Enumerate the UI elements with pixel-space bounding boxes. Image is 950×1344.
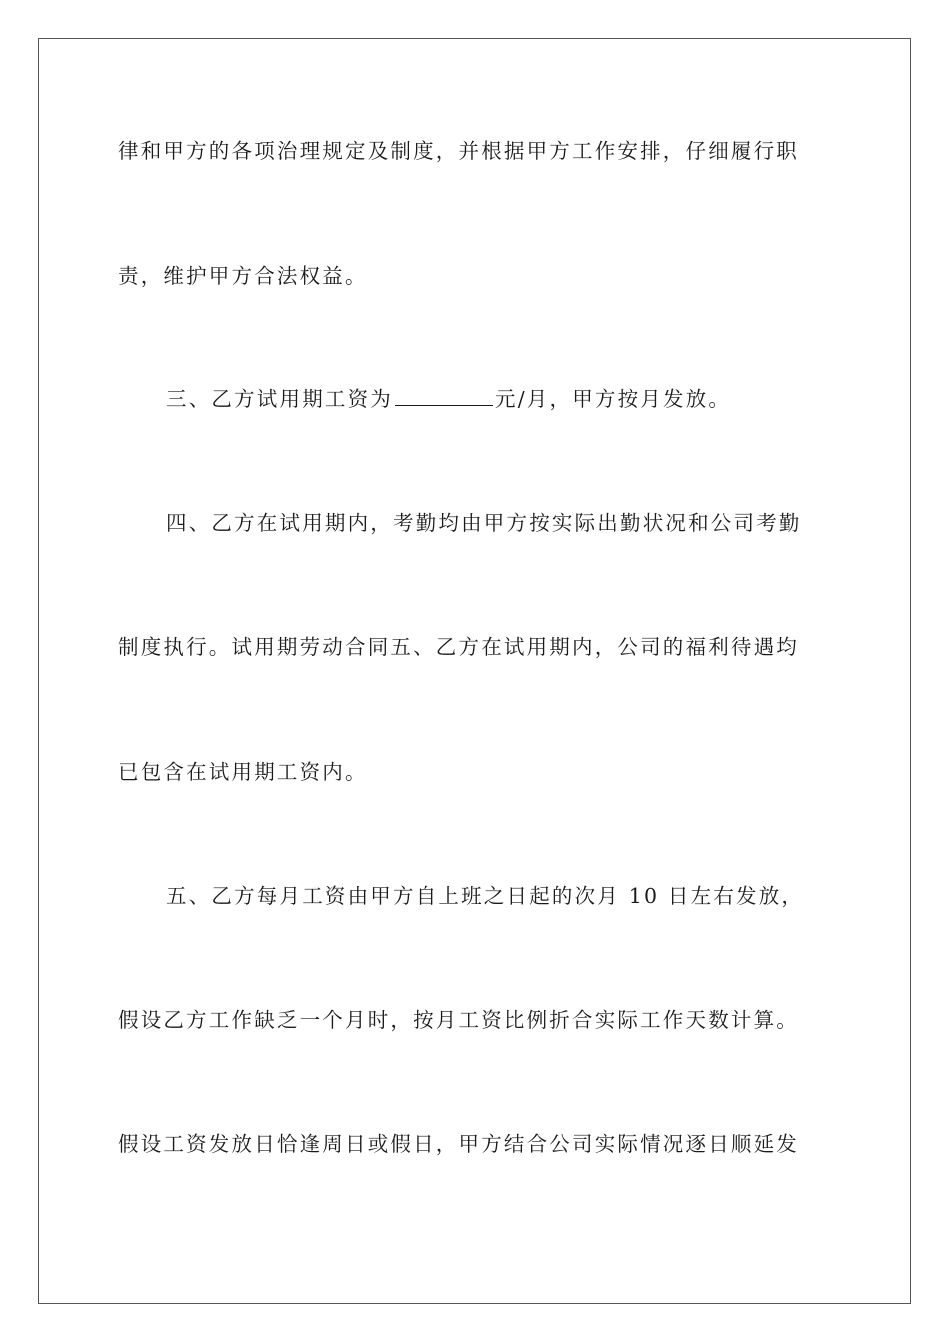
text-line: 假设乙方工作缺乏一个月时，按月工资比例折合实际工作天数计算。	[118, 1008, 799, 1032]
text-line: 制度执行。试用期劳动合同五、乙方在试用期内，公司的福利待遇均	[118, 635, 799, 659]
clause-5-line: 五、乙方每月工资由甲方自上班之日起的次月 10 日左右发放，	[166, 884, 805, 908]
text-line: 已包含在试用期工资内。	[118, 760, 368, 784]
clause-3-text-before: 三、乙方试用期工资为	[166, 387, 393, 411]
text-line: 责，维护甲方合法权益。	[118, 264, 368, 288]
clause-3-text-after: 元/月，甲方按月发放。	[495, 387, 732, 411]
text-line: 假设工资发放日恰逢周日或假日，甲方结合公司实际情况逐日顺延发	[118, 1132, 799, 1156]
text-line: 律和甲方的各项治理规定及制度，并根据甲方工作安排，仔细履行职	[118, 139, 799, 163]
clause-4-line: 四、乙方在试用期内，考勤均由甲方按实际出勤状况和公司考勤	[166, 511, 802, 535]
salary-blank-field	[395, 386, 493, 406]
clause-3-line	[166, 386, 834, 412]
page-border	[38, 38, 911, 1304]
